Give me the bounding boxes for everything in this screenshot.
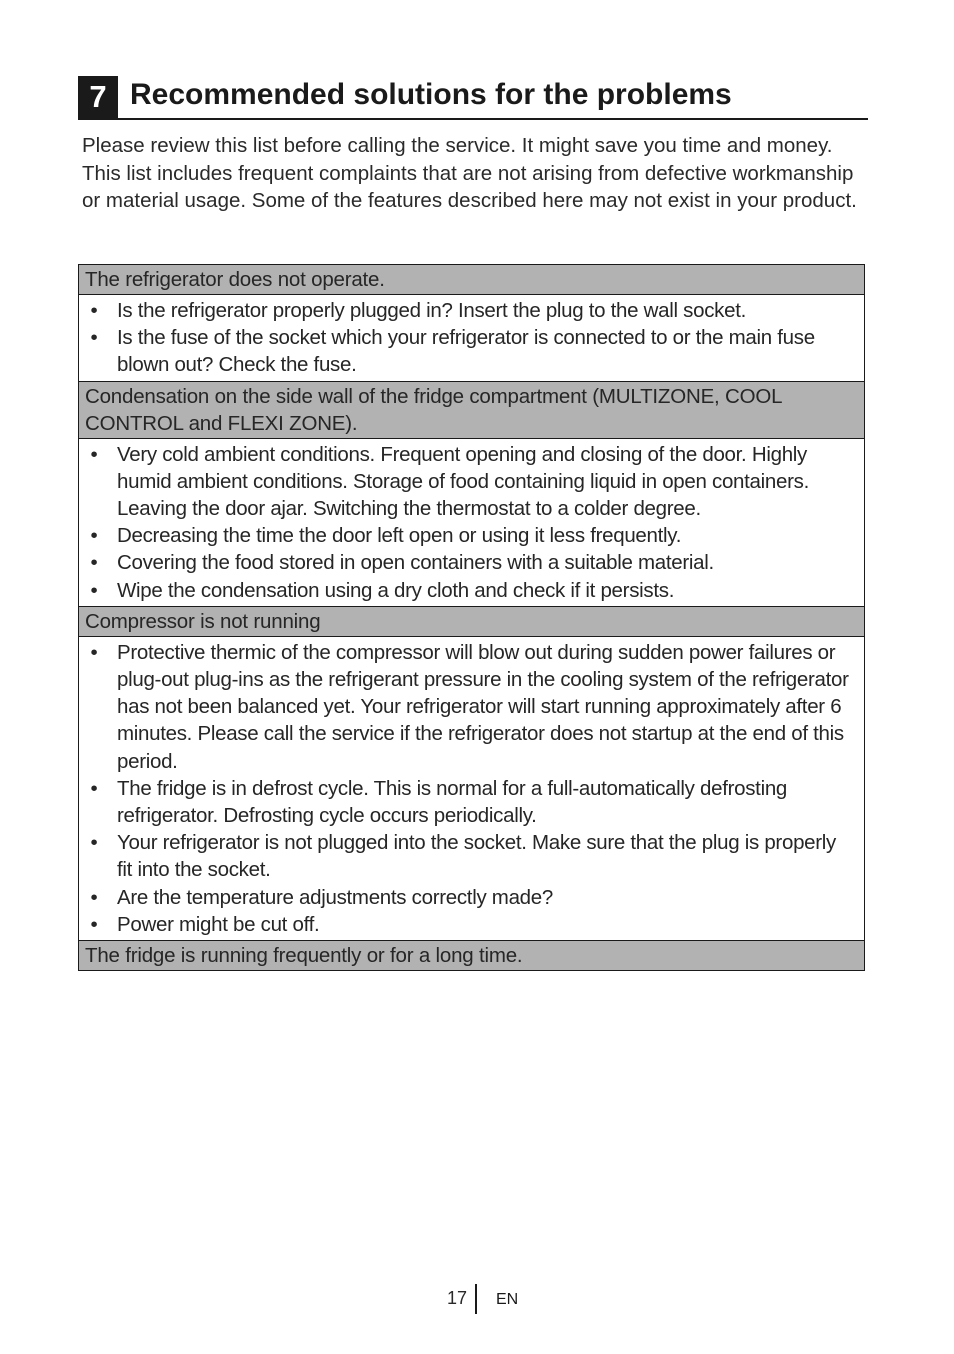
solution-item (85, 775, 852, 829)
intro-paragraph: Please review this list before calling the service. It might save you time and money. This list includes frequent complaints that are not arising from defective workmanship or material usage. Some of the features described here may not exist in your product. (82, 134, 857, 212)
solution-text: Decreasing the time the door left open or using it less frequently. (117, 524, 682, 548)
page-number: 17 (446, 1288, 467, 1308)
solution-text: Is the fuse of the socket which your refrigerator is connected to or the main fuse blown out? Check the fuse. (117, 326, 815, 377)
solution-text: Power might be cut off. (117, 912, 320, 936)
bullet-icon: • (90, 551, 98, 575)
bullet-icon: • (90, 831, 98, 855)
problem-solutions (79, 295, 864, 382)
solution-item (85, 441, 852, 523)
bullet-icon: • (90, 885, 98, 909)
solution-item (85, 911, 852, 938)
language-code: EN (496, 1291, 519, 1308)
solution-item (85, 884, 852, 911)
section-title: Recommended solutions for the problems (130, 78, 732, 111)
bullet-icon: • (90, 776, 98, 800)
solution-text: Protective thermic of the compressor will blow out during sudden power failures or plug-out plug-ins as the refrigerant pressure in the cooling system of the refrigerator has not been balanced yet. Your refrigerator will start running approximately after 6 minutes. Please call the service if the refrigerator does not startup at the end of this period. (117, 640, 849, 773)
bullet-icon: • (90, 524, 98, 548)
problem-heading: Compressor is not running (79, 607, 864, 637)
section-header (78, 76, 868, 120)
solution-item (85, 522, 852, 549)
solution-text: The fridge is in defrost cycle. This is normal for a full-automatically defrosting refrigerator. Defrosting cycle occurs periodically. (117, 776, 788, 828)
problem-heading: The fridge is running frequently or for a long time. (79, 941, 864, 970)
solution-text: Are the temperature adjustments correctly made? (117, 885, 553, 909)
solution-item (85, 829, 852, 883)
solution-text: Very cold ambient conditions. Frequent opening and closing of the door. Highly humid ambient conditions. Storage of food containing liquid in open containers. Leaving the door ajar. Switching the thermostat to a colder degree. (117, 442, 809, 521)
problems-table (78, 264, 865, 971)
section-number-badge: 7 (78, 76, 118, 118)
solution-item (85, 639, 852, 775)
solution-item (85, 577, 852, 604)
bullet-icon: • (90, 326, 98, 350)
problem-heading: Condensation on the side wall of the fridge compartment (MULTIZONE, COOL CONTROL and FLEXI ZONE). (79, 382, 864, 439)
solution-text: Wipe the condensation using a dry cloth and check if it persists. (117, 578, 675, 602)
solution-item (85, 297, 852, 324)
solution-item (85, 324, 852, 378)
solution-list (85, 639, 852, 938)
bullet-icon: • (90, 299, 98, 322)
bullet-icon: • (90, 578, 98, 602)
solution-text: Your refrigerator is not plugged into the socket. Make sure that the plug is properly fit into the socket. (117, 831, 836, 882)
solution-text: Is the refrigerator properly plugged in? Insert the plug to the wall socket. (117, 299, 747, 322)
problem-heading: The refrigerator does not operate. (79, 265, 864, 295)
solution-item (85, 549, 852, 576)
problem-solutions (79, 637, 864, 941)
bullet-icon: • (90, 912, 98, 936)
page-footer (0, 1284, 954, 1314)
bullet-icon: • (90, 640, 98, 664)
footer-divider (475, 1284, 477, 1314)
solution-text: Covering the food stored in open containers with a suitable material. (117, 551, 714, 575)
bullet-icon: • (90, 442, 98, 466)
solution-list (85, 297, 852, 379)
solution-list (85, 441, 852, 604)
problem-solutions (79, 439, 864, 607)
